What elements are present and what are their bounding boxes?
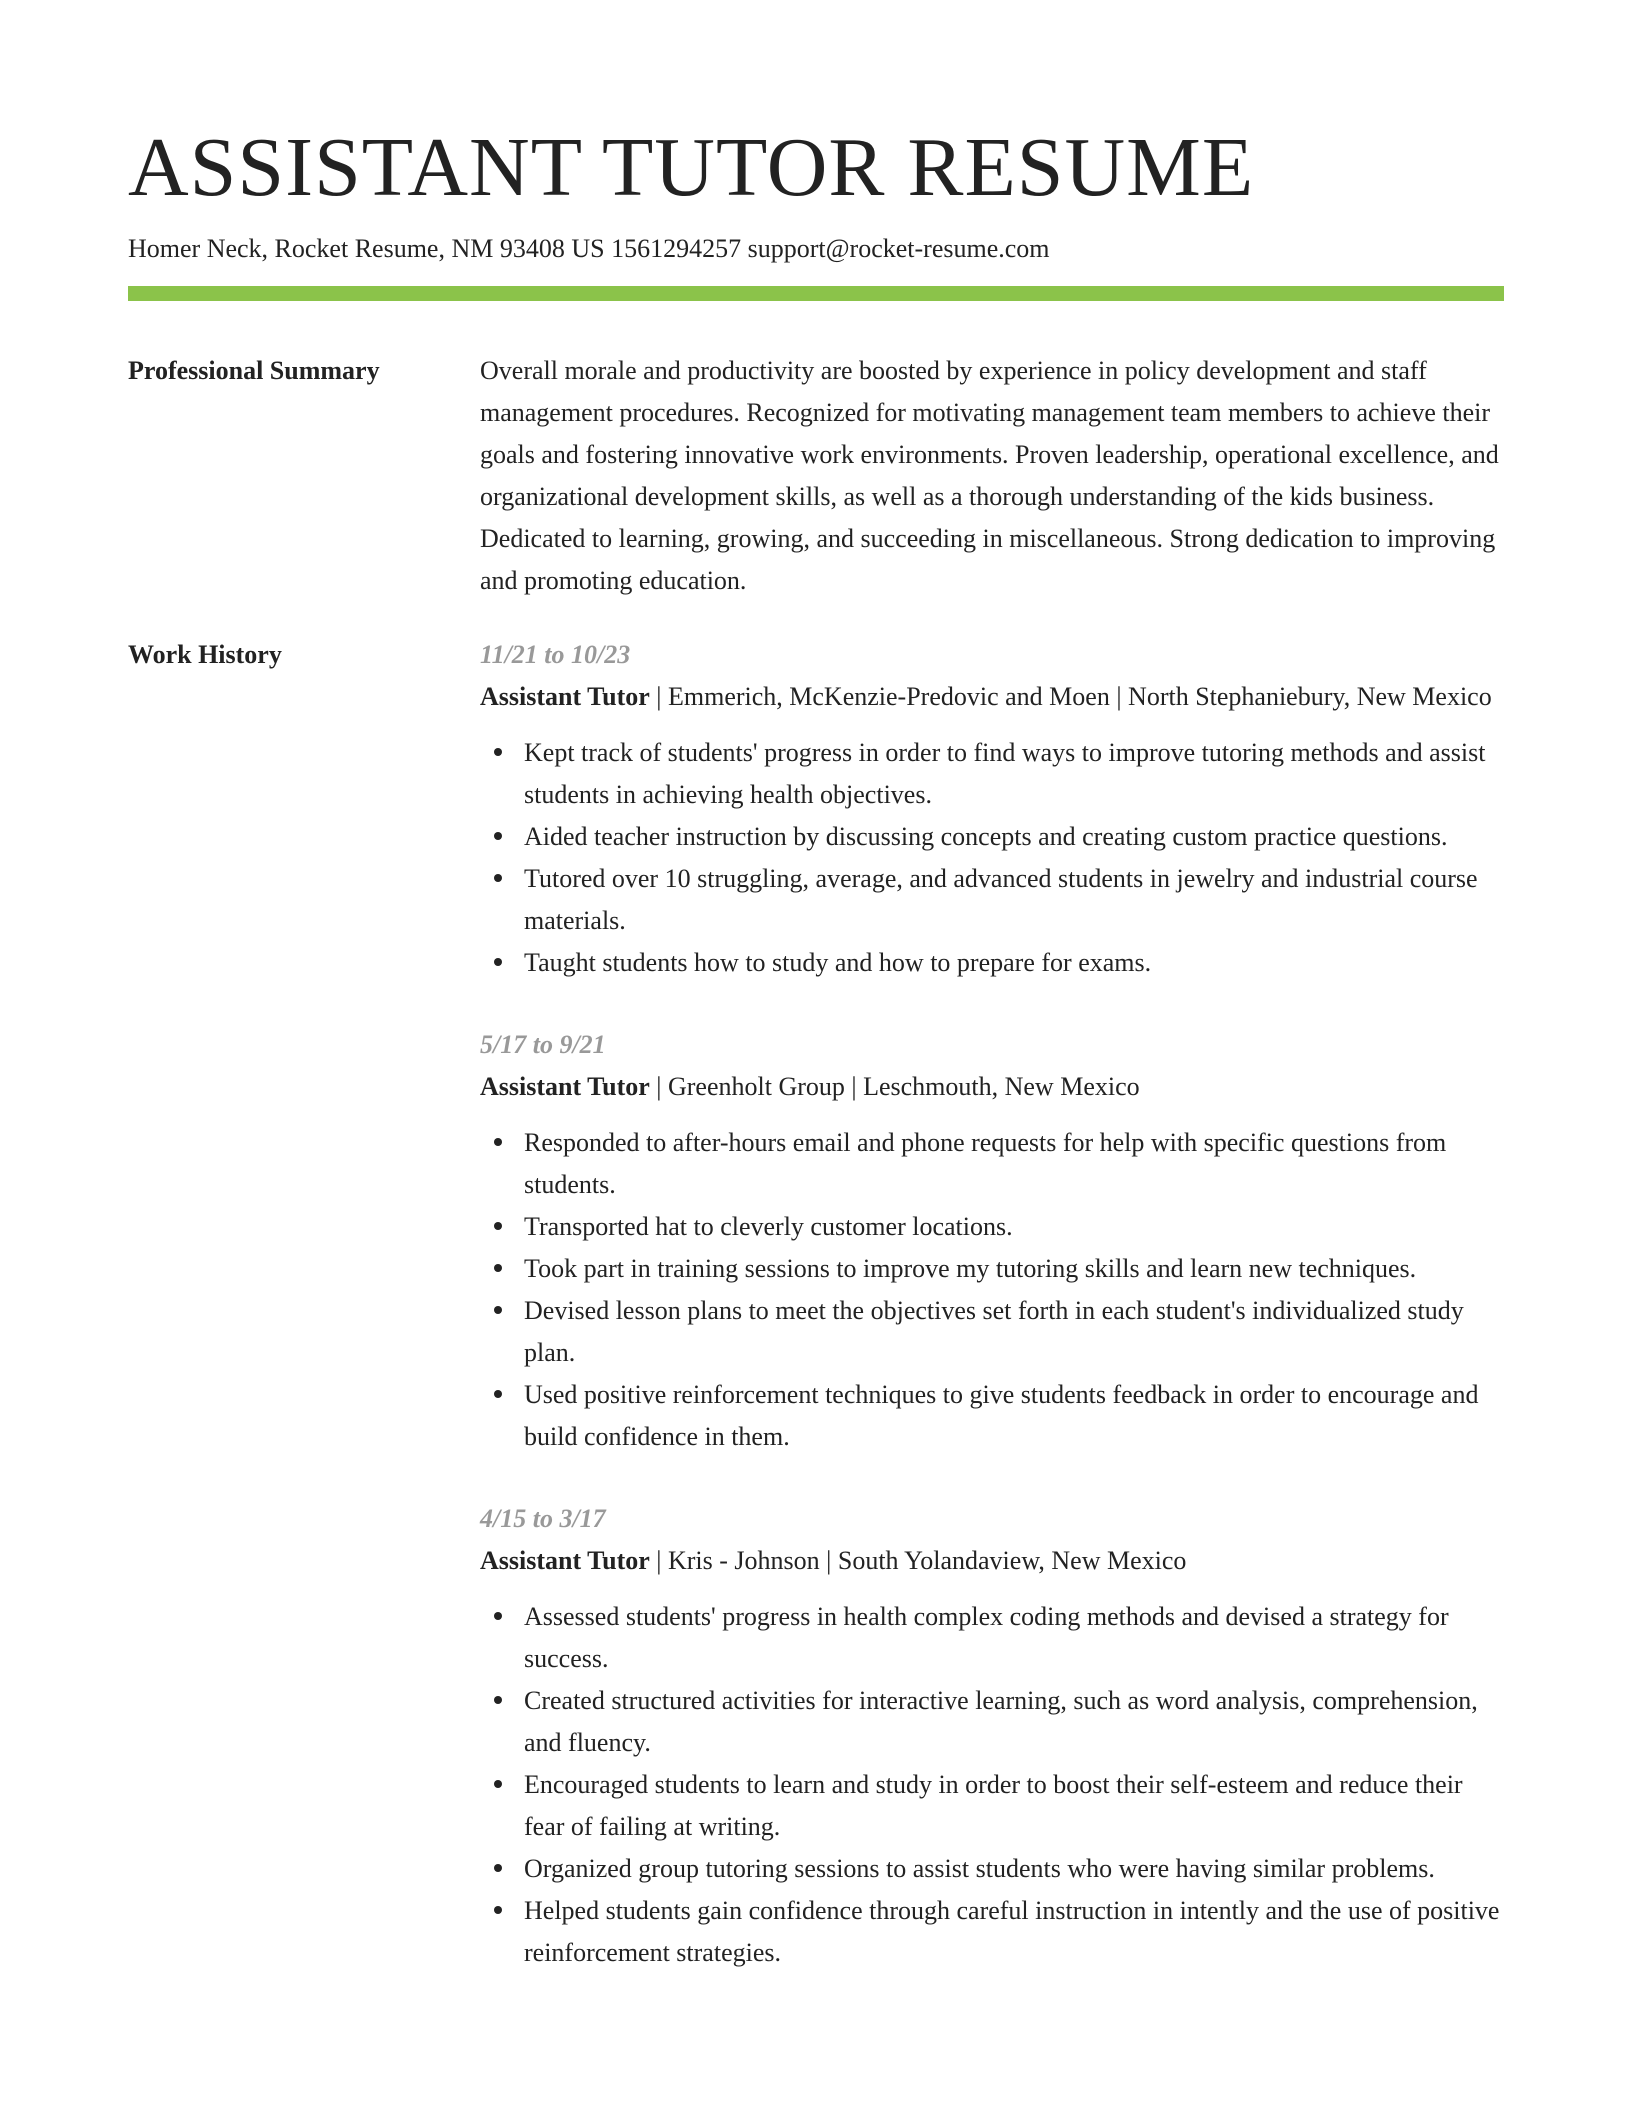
job-bullet: Responded to after-hours email and phone requests for help with specific questions from students. bbox=[524, 1122, 1504, 1206]
job-heading bbox=[480, 676, 1504, 718]
job-details: | Greenholt Group | Leschmouth, New Mexico bbox=[649, 1072, 1140, 1101]
work-history-label: Work History bbox=[128, 640, 282, 669]
job-bullets bbox=[480, 732, 1504, 984]
job-bullet: Devised lesson plans to meet the objectives set forth in each student's individualized study plan. bbox=[524, 1290, 1504, 1374]
job-bullets bbox=[480, 1596, 1504, 1974]
header-divider bbox=[128, 286, 1504, 301]
summary-text: Overall morale and productivity are boosted by experience in policy development and staff management procedures. Recognized for motivating management team members to achieve their goals and fostering innovative work environments. Proven leadership, operational excellence, and organizational development skills, as well as a thorough understanding of the kids business. Dedicated to learning, growing, and succeeding in miscellaneous. Strong dedication to improving and promoting education. bbox=[480, 356, 1499, 595]
job-bullet: Used positive reinforcement techniques to give students feedback in order to encourage and build confidence in them. bbox=[524, 1374, 1504, 1458]
contact-info: Homer Neck, Rocket Resume, NM 93408 US 1561294257 support@rocket-resume.com bbox=[128, 234, 1050, 263]
job-dates: 4/15 to 3/17 bbox=[480, 1504, 606, 1533]
job-bullet: Organized group tutoring sessions to assist students who were having similar problems. bbox=[524, 1848, 1504, 1890]
job-heading bbox=[480, 1540, 1504, 1582]
summary-label: Professional Summary bbox=[128, 356, 380, 385]
job-title: Assistant Tutor bbox=[480, 1072, 650, 1101]
job-bullets bbox=[480, 1122, 1504, 1458]
job-title: Assistant Tutor bbox=[480, 682, 650, 711]
job-bullet: Tutored over 10 struggling, average, and advanced students in jewelry and industrial course materials. bbox=[524, 858, 1504, 942]
summary-body bbox=[480, 350, 1504, 602]
job-bullet: Taught students how to study and how to prepare for exams. bbox=[524, 942, 1504, 984]
job-details: | Emmerich, McKenzie-Predovic and Moen | North Stephaniebury, New Mexico bbox=[649, 682, 1492, 711]
job-entry bbox=[480, 634, 1504, 984]
job-bullet: Encouraged students to learn and study in order to boost their self-esteem and reduce their fear of failing at writing. bbox=[524, 1764, 1504, 1848]
job-details: | Kris - Johnson | South Yolandaview, New Mexico bbox=[649, 1546, 1187, 1575]
job-bullet: Aided teacher instruction by discussing concepts and creating custom practice questions. bbox=[524, 816, 1504, 858]
job-heading bbox=[480, 1066, 1504, 1108]
job-bullet: Assessed students' progress in health complex coding methods and devised a strategy for success. bbox=[524, 1596, 1504, 1680]
job-entry bbox=[480, 1498, 1504, 1974]
job-bullet: Took part in training sessions to improve my tutoring skills and learn new techniques. bbox=[524, 1248, 1504, 1290]
job-bullet: Helped students gain confidence through careful instruction in intently and the use of positive reinforcement strategies. bbox=[524, 1890, 1504, 1974]
job-dates: 11/21 to 10/23 bbox=[480, 640, 631, 669]
job-dates: 5/17 to 9/21 bbox=[480, 1030, 606, 1059]
job-title: Assistant Tutor bbox=[480, 1546, 650, 1575]
resume-title: ASSISTANT TUTOR RESUME bbox=[128, 121, 1255, 214]
job-bullet: Created structured activities for interactive learning, such as word analysis, comprehension, and fluency. bbox=[524, 1680, 1504, 1764]
work-history-body bbox=[480, 634, 1504, 2014]
job-bullet: Kept track of students' progress in order to find ways to improve tutoring methods and assist students in achieving health objectives. bbox=[524, 732, 1504, 816]
job-entry bbox=[480, 1024, 1504, 1458]
job-bullet: Transported hat to cleverly customer locations. bbox=[524, 1206, 1504, 1248]
